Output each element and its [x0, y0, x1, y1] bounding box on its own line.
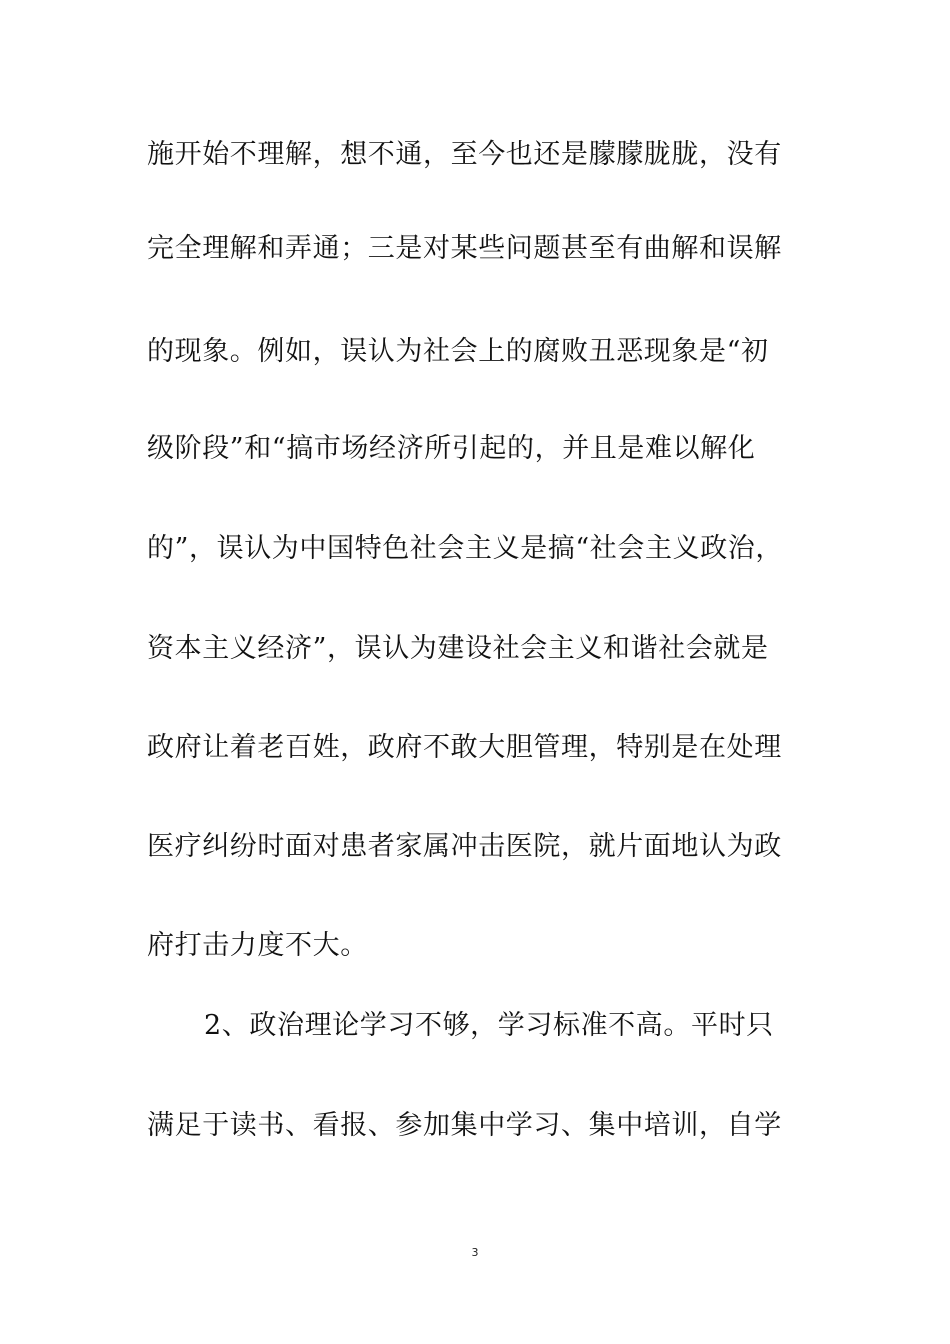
body-text-line: 府打击力度不大。: [147, 930, 368, 961]
body-text-line: 完全理解和弄通；三是对某些问题甚至有曲解和误解: [147, 233, 782, 264]
body-text-line: 资本主义经济”，误认为建设社会主义和谐社会就是: [147, 633, 769, 664]
body-text-line: 施开始不理解，想不通，至今也还是朦朦胧胧，没有: [147, 139, 782, 170]
paragraph-first-line: 2、政治理论学习不够，学习标准不高。平时只: [204, 1010, 774, 1041]
page-number: 3: [471, 1246, 479, 1259]
body-text-line: 的”，误认为中国特色社会主义是搞“社会主义政治，: [147, 533, 784, 564]
body-text-line: 满足于读书、看报、参加集中学习、集中培训，自学: [147, 1110, 782, 1141]
body-text-line: 的现象。例如，误认为社会上的腐败丑恶现象是“初: [147, 336, 769, 367]
body-text-line: 级阶段”和“搞市场经济所引起的，并且是难以解化: [147, 433, 756, 464]
body-text-line: 医疗纠纷时面对患者家属冲击医院，就片面地认为政: [147, 831, 782, 862]
body-text-line: 政府让着老百姓，政府不敢大胆管理，特别是在处理: [147, 732, 782, 763]
